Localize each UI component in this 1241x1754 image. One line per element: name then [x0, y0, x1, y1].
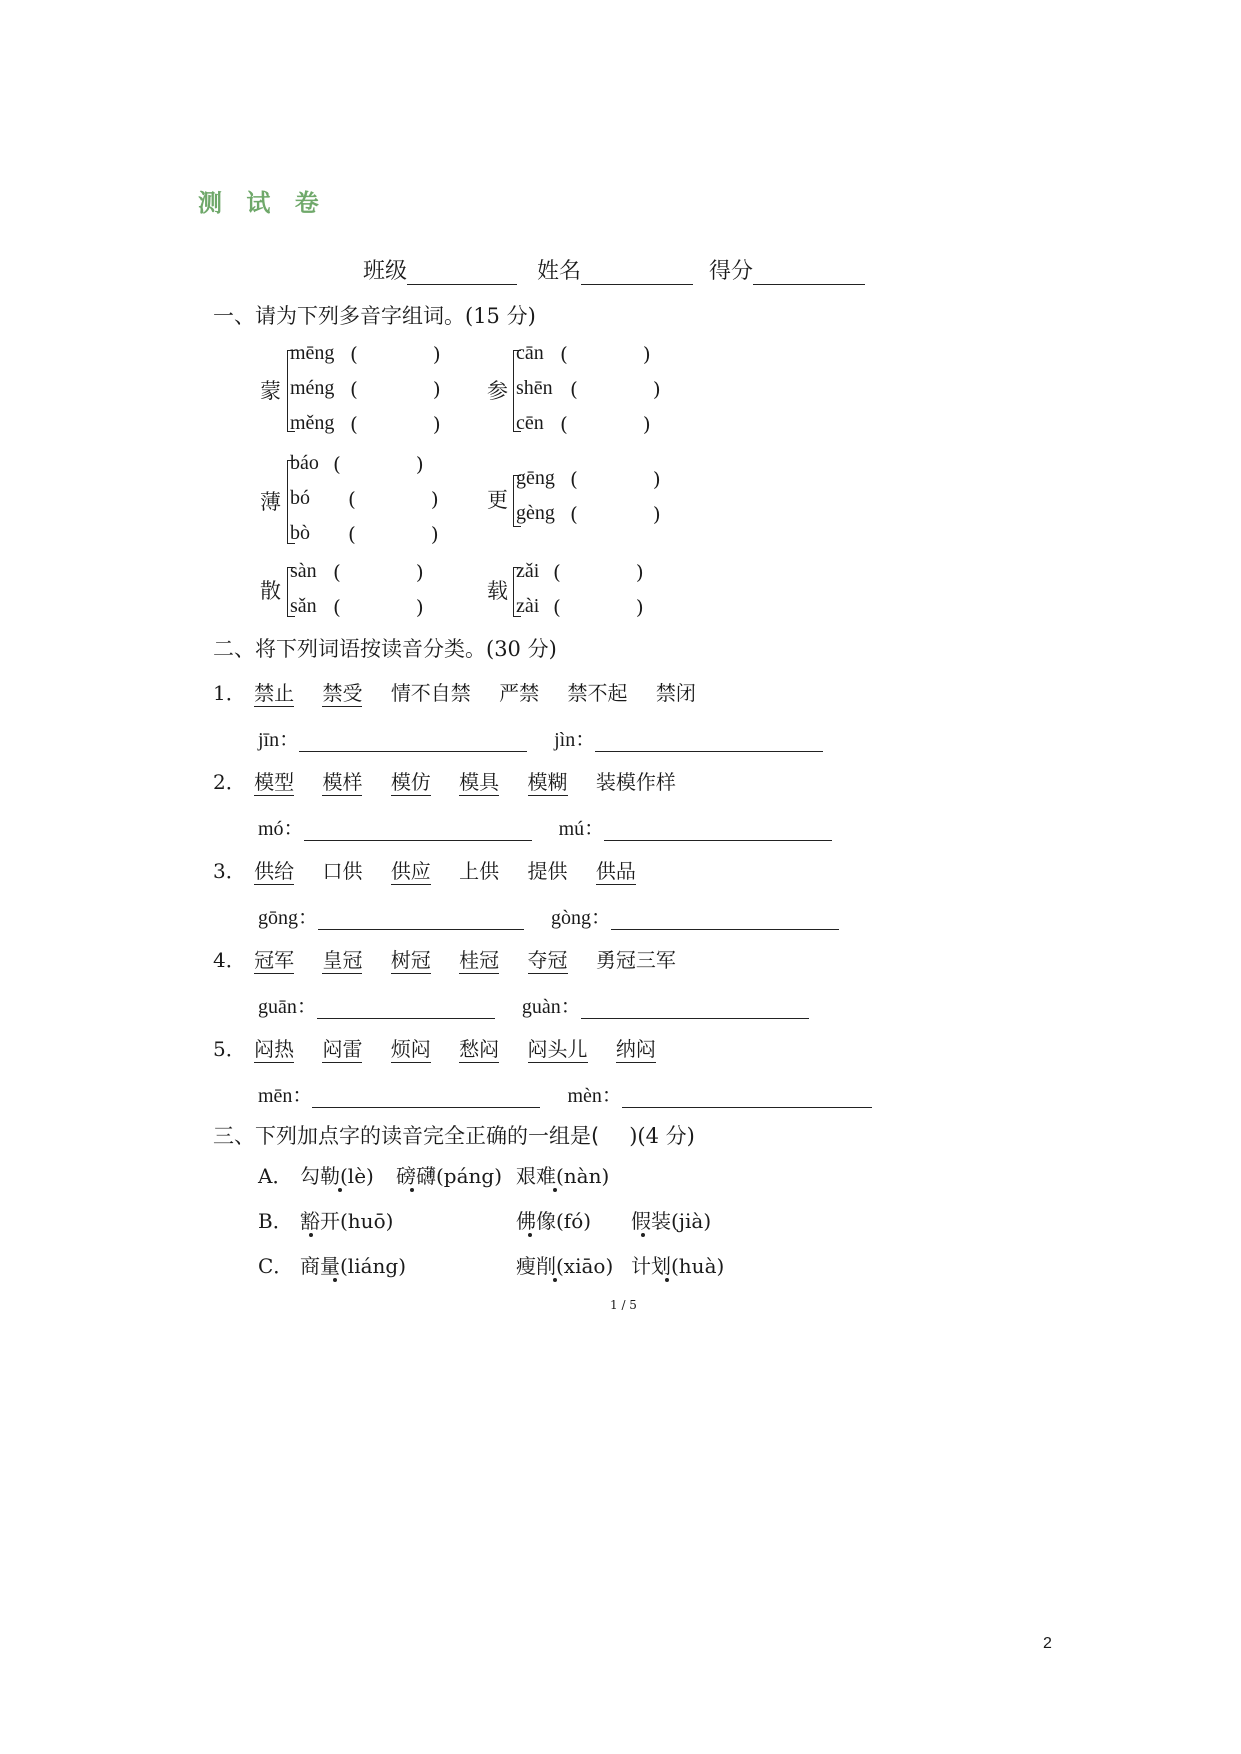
word: 供给 — [254, 859, 295, 883]
answer-line[interactable] — [622, 1087, 872, 1108]
word: 闷雷 — [322, 1037, 363, 1061]
word: 闷热 — [254, 1037, 295, 1061]
reading: gèng — [516, 502, 555, 524]
answer-paren[interactable]: ( ) — [570, 467, 661, 491]
word: 模具 — [459, 770, 500, 794]
answer-paren[interactable]: ( ) — [333, 452, 424, 476]
word: 模型 — [254, 770, 295, 794]
option-item: 佛像(fó) — [516, 1209, 592, 1233]
word: 口供 — [322, 859, 363, 883]
word: 纳闷 — [615, 1037, 656, 1061]
page-footer: 1 / 5 — [610, 1298, 637, 1312]
word: 禁闭 — [655, 681, 696, 705]
emphasis-dot — [333, 1278, 337, 1282]
reading: cān — [516, 342, 544, 364]
option-item: 豁开(huō) — [300, 1209, 394, 1233]
score-blank[interactable] — [753, 262, 865, 285]
word: 提供 — [527, 859, 568, 883]
answer-paren[interactable]: ( ) — [570, 502, 661, 526]
answer-line[interactable] — [595, 731, 823, 752]
reading: zài — [516, 595, 540, 617]
reading: bò — [290, 522, 310, 544]
emphasis-dot — [665, 1278, 669, 1282]
item-4: 4． 冠军 皇冠 树冠 桂冠 夺冠 勇冠三军 — [213, 948, 676, 972]
option-item: 假装(jià) — [631, 1209, 712, 1233]
answer-line[interactable] — [604, 820, 832, 841]
item-3: 3． 供给 口供 供应 上供 提供 供品 — [213, 859, 636, 883]
answer-paren[interactable]: ( ) — [570, 377, 661, 401]
answer-line[interactable] — [318, 909, 524, 930]
name-field[interactable] — [537, 254, 693, 285]
score-label: 得分 — [709, 259, 754, 284]
word: 上供 — [459, 859, 500, 883]
poly-char-can: 参 — [487, 379, 508, 403]
reading: bó — [290, 487, 310, 509]
answer-paren[interactable]: ( ) — [333, 595, 424, 619]
class-label: 班级 — [363, 259, 408, 284]
score-field[interactable] — [709, 254, 865, 285]
reading: gēng — [516, 467, 555, 489]
answer-paren[interactable]: ( ) — [560, 342, 651, 366]
answer-row-5[interactable]: mēn： mèn： — [258, 1079, 872, 1108]
emphasis-dot — [410, 1188, 414, 1192]
item-5: 5． 闷热 闷雷 烦闷 愁闷 闷头儿 纳闷 — [213, 1037, 656, 1061]
answer-paren[interactable]: ( ) — [553, 560, 644, 584]
word: 冠军 — [254, 948, 295, 972]
word: 树冠 — [390, 948, 431, 972]
option-item: 瘦削(xiāo) — [516, 1254, 614, 1278]
word: 桂冠 — [459, 948, 500, 972]
reading: sǎn — [290, 595, 317, 617]
answer-row-4[interactable]: guān： guàn： — [258, 990, 809, 1019]
word: 闷头儿 — [527, 1037, 588, 1061]
word: 严禁 — [499, 681, 540, 705]
word: 禁受 — [322, 681, 363, 705]
answer-row-2[interactable]: mó： mú： — [258, 812, 832, 841]
answer-paren[interactable]: ( ) — [350, 377, 441, 401]
option-b[interactable]: B． 豁开(huō) 佛像(fó) 假装(jià) — [258, 1205, 293, 1234]
word: 禁不起 — [567, 681, 628, 705]
answer-paren[interactable]: ( ) — [350, 412, 441, 436]
page-title: 测 试 卷 — [198, 189, 327, 217]
poly-char-zai: 载 — [487, 579, 508, 603]
class-blank[interactable] — [407, 262, 517, 285]
reading: báo — [290, 452, 319, 474]
reading: mēng — [290, 342, 335, 364]
option-item: 艰难(nàn) — [516, 1164, 610, 1188]
word: 模样 — [322, 770, 363, 794]
option-item: 商量(liáng) — [300, 1254, 407, 1278]
section1-heading: 一、请为下列多音字组词。(15 分) — [213, 304, 536, 328]
option-item: 计划(huà) — [631, 1254, 725, 1278]
answer-line[interactable] — [317, 998, 495, 1019]
reading: méng — [290, 377, 335, 399]
option-item: 磅礴(páng) — [396, 1164, 503, 1188]
answer-paren[interactable]: ( ) — [553, 595, 644, 619]
emphasis-dot — [338, 1188, 342, 1192]
answer-row-3[interactable]: gōng： gòng： — [258, 901, 839, 930]
poly-char-san: 散 — [260, 579, 281, 603]
option-a[interactable]: A． 勾勒(lè) 磅礴(páng) 艰难(nàn) — [258, 1160, 292, 1189]
answer-line[interactable] — [304, 820, 532, 841]
section3-heading: 三、下列加点字的读音完全正确的一组是( )(4 分) — [213, 1124, 695, 1148]
word: 模仿 — [390, 770, 431, 794]
reading: zǎi — [516, 560, 540, 582]
option-item: 勾勒(lè) — [300, 1164, 374, 1188]
emphasis-dot — [309, 1233, 313, 1237]
word: 情不自禁 — [390, 681, 471, 705]
word: 愁闷 — [459, 1037, 500, 1061]
answer-paren[interactable]: ( ) — [350, 342, 441, 366]
reading: měng — [290, 412, 335, 434]
emphasis-dot — [528, 1233, 532, 1237]
answer-row-1[interactable]: jīn： jìn： — [258, 723, 823, 752]
item-2: 2． 模型 模样 模仿 模具 模糊 装模作样 — [213, 770, 676, 794]
name-label: 姓名 — [537, 259, 582, 284]
emphasis-dot — [553, 1188, 557, 1192]
word: 模糊 — [527, 770, 568, 794]
answer-paren[interactable]: ( ) — [348, 522, 439, 546]
answer-line[interactable] — [312, 1087, 540, 1108]
word: 禁止 — [254, 681, 295, 705]
answer-line[interactable] — [299, 731, 527, 752]
option-c[interactable]: C． 商量(liáng) 瘦削(xiāo) 计划(huà) — [258, 1250, 293, 1279]
poly-char-meng: 蒙 — [260, 379, 281, 403]
word: 夺冠 — [527, 948, 568, 972]
answer-paren[interactable]: ( ) — [333, 560, 424, 584]
class-field[interactable] — [363, 254, 517, 285]
word: 烦闷 — [390, 1037, 431, 1061]
answer-line[interactable] — [611, 909, 839, 930]
item-1: 1． 禁止 禁受 情不自禁 严禁 禁不起 禁闭 — [213, 681, 696, 705]
reading: shēn — [516, 377, 553, 399]
word: 勇冠三军 — [595, 948, 676, 972]
reading: cēn — [516, 412, 544, 434]
answer-line[interactable] — [581, 998, 809, 1019]
word: 皇冠 — [322, 948, 363, 972]
emphasis-dot — [641, 1233, 645, 1237]
answer-paren[interactable]: ( ) — [348, 487, 439, 511]
page-number: 2 — [1043, 1635, 1052, 1652]
emphasis-dot — [553, 1278, 557, 1282]
word: 供品 — [595, 859, 636, 883]
name-blank[interactable] — [581, 262, 693, 285]
reading: sàn — [290, 560, 317, 582]
poly-char-bao: 薄 — [260, 490, 281, 514]
poly-char-geng: 更 — [487, 488, 508, 512]
word: 装模作样 — [595, 770, 676, 794]
word: 供应 — [390, 859, 431, 883]
answer-paren[interactable]: ( ) — [560, 412, 651, 436]
section2-heading: 二、将下列词语按读音分类。(30 分) — [213, 637, 557, 661]
